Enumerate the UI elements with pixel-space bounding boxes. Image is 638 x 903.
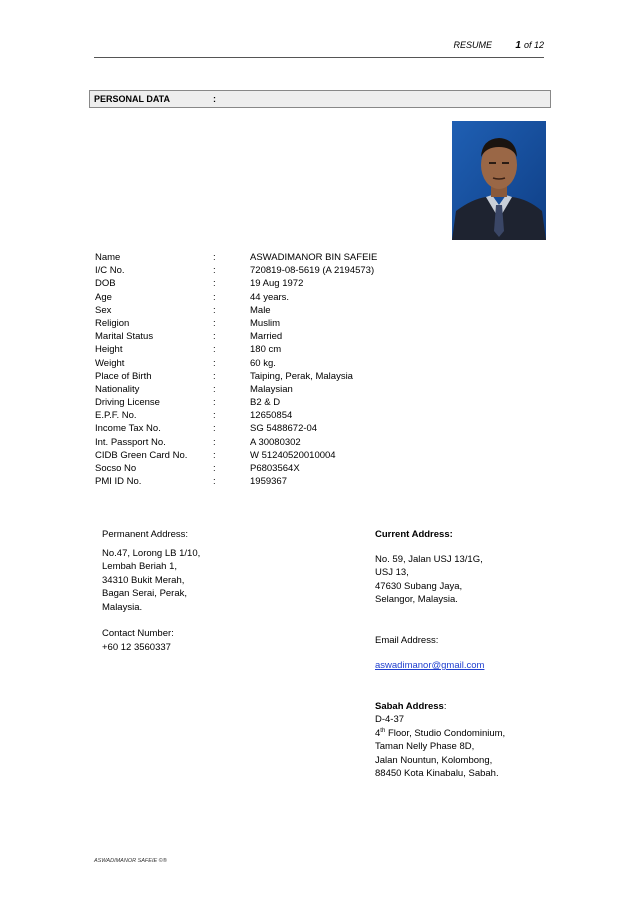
floor-sup: th: [380, 727, 386, 734]
address-line: Lembah Beriah 1,: [102, 561, 177, 572]
address-line: No.47, Lorong LB 1/10,: [102, 547, 201, 559]
field-value: Male: [250, 304, 271, 316]
field-colon: :: [213, 291, 216, 303]
current-heading: Current Address:: [375, 529, 453, 540]
field-value: A 30080302: [250, 436, 301, 448]
address-line: Malaysia.: [102, 601, 143, 613]
field-value: 60 kg.: [250, 357, 276, 369]
field-colon: :: [213, 265, 216, 277]
header-label: RESUME: [453, 40, 492, 50]
section-colon: :: [213, 94, 216, 104]
address-line: Taman Nelly Phase 8D,: [375, 741, 475, 752]
field-value: Married: [250, 331, 283, 343]
field-label: Place of Birth: [95, 370, 152, 382]
field-colon: :: [213, 357, 216, 369]
field-value: P6803564X: [250, 463, 300, 474]
field-value: Taiping, Perak, Malaysia: [250, 370, 353, 382]
sabah-floor: [375, 727, 505, 741]
field-value: 1959367: [250, 476, 287, 488]
permanent-address: [102, 528, 200, 654]
field-value: 180 cm: [250, 344, 282, 356]
contact-label: Contact Number:: [102, 628, 174, 639]
field-colon: :: [213, 331, 216, 343]
field-value: W 51240520010004: [250, 449, 336, 461]
floor-rest: Floor, Studio Condominium,: [385, 727, 506, 739]
address-line: No. 59, Jalan USJ 13/1G,: [375, 553, 483, 565]
field-label: Religion: [95, 317, 130, 329]
field-label: Driving License: [95, 397, 160, 409]
field-value: SG 5488672-04: [250, 423, 318, 435]
field-value: B2 & D: [250, 397, 281, 409]
field-colon: :: [213, 410, 216, 422]
field-colon: :: [213, 278, 216, 290]
address-line: Bagan Serai, Perak,: [102, 588, 188, 599]
field-value: 720819-08-5619 (A 2194573): [250, 265, 375, 277]
address-line: USJ 13,: [375, 567, 409, 578]
field-value: ASWADIMANOR BIN SAFEIE: [250, 252, 378, 263]
field-value: Malaysian: [250, 383, 293, 395]
field-colon: :: [213, 397, 216, 409]
field-value: Muslim: [250, 317, 281, 329]
field-label: Int. Passport No.: [95, 436, 166, 448]
floor-num: 4: [375, 727, 381, 739]
address-line: Jalan Nountun, Kolombong,: [375, 754, 493, 766]
field-colon: :: [213, 304, 216, 316]
field-colon: :: [213, 317, 216, 329]
field-colon: :: [213, 383, 216, 395]
page-of: of 12: [523, 40, 544, 50]
address-line: Selangor, Malaysia.: [375, 594, 458, 605]
field-label: Height: [95, 344, 123, 356]
address-line: 47630 Subang Jaya,: [375, 580, 463, 592]
field-colon: :: [213, 370, 216, 382]
field-colon: :: [213, 463, 216, 474]
field-colon: :: [213, 476, 216, 488]
field-colon: :: [213, 436, 216, 448]
permanent-heading: Permanent Address:: [102, 529, 189, 540]
section-banner: [89, 90, 551, 108]
field-value: 19 Aug 1972: [250, 278, 304, 290]
field-value: 44 years.: [250, 291, 290, 303]
field-label: Weight: [95, 357, 125, 369]
field-label: Socso No: [95, 463, 137, 474]
field-label: Income Tax No.: [95, 423, 161, 435]
field-colon: :: [213, 449, 216, 461]
field-colon: :: [213, 252, 216, 263]
permanent-lines: [102, 547, 200, 615]
field-label: DOB: [95, 278, 116, 290]
field-label: Sex: [95, 304, 112, 316]
address-line: 34310 Bukit Merah,: [102, 574, 185, 586]
page-number: [515, 40, 544, 51]
field-label: Name: [95, 252, 121, 263]
sabah-colon: :: [443, 700, 447, 712]
page-num: 1: [515, 40, 521, 51]
address-line: 88450 Kota Kinabalu, Sabah.: [375, 768, 499, 779]
field-label: Marital Status: [95, 331, 154, 343]
field-colon: :: [213, 344, 216, 356]
field-colon: :: [213, 423, 216, 435]
sabah-line1: D-4-37: [375, 714, 405, 725]
email-link[interactable]: aswadimanor@gmail.com: [375, 660, 485, 671]
contact-value: +60 12 3560337: [102, 641, 171, 653]
field-label: Age: [95, 291, 112, 303]
footer: ASWADIMANOR SAFEIE ©®: [94, 858, 167, 864]
field-label: E.P.F. No.: [95, 410, 137, 422]
field-label: PMI ID No.: [95, 476, 142, 488]
email-label: Email Address:: [375, 634, 439, 646]
field-label: I/C No.: [95, 265, 125, 277]
section-title: PERSONAL DATA: [94, 94, 171, 104]
sabah-lines: [375, 740, 505, 781]
sabah-heading: Sabah Address: [375, 700, 444, 712]
current-address: [375, 528, 505, 781]
field-label: CIDB Green Card No.: [95, 449, 188, 461]
field-label: Nationality: [95, 383, 140, 395]
profile-photo: [452, 121, 546, 240]
field-value: 12650854: [250, 410, 293, 422]
current-lines: [375, 553, 505, 607]
header-rule: [94, 57, 544, 58]
